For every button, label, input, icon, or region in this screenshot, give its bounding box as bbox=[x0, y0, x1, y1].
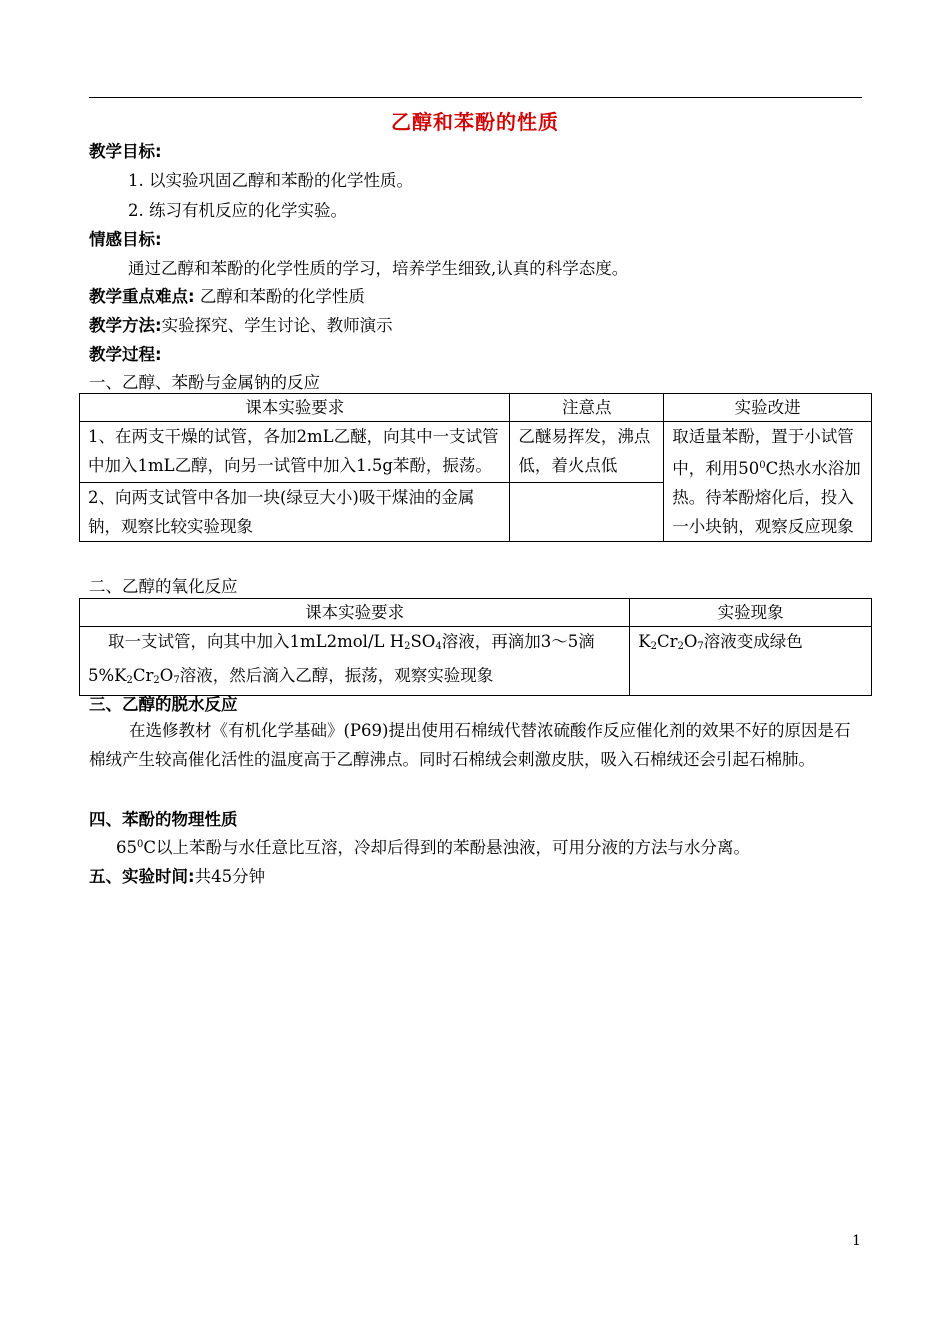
requirement-cell: 取一支试管，向其中加入1mL2mol/L $H_2SO_4$溶液，再滴加3～5滴$5\%K_2Cr_2O_7$溶液，然后滴入乙醇，振荡，观察实验现象 bbox=[80, 627, 630, 696]
phenomenon-cell: $K_2Cr_2O_7$溶液变成绿色 bbox=[630, 627, 872, 696]
key-points-text: 乙醇和苯酚的化学性质 bbox=[194, 287, 365, 306]
section3-paragraph: 在选修教材《有机化学基础》(P69)提出使用石棉绒代替浓硫酸作反应催化剂的效果不好的原因是石棉绒产生较高催化活性的温度高于乙醇沸点。同时石棉绒会刺激皮肤，吸入石棉绒还会引起石棉肺。 bbox=[89, 721, 851, 769]
emotion-text: 通过乙醇和苯酚的化学性质的学习，培养学生细致,认真的科学态度。 bbox=[128, 259, 629, 278]
section2-heading: 二、乙醇的氧化反应 bbox=[89, 577, 238, 596]
page-number: 1 bbox=[852, 1233, 861, 1249]
table-header-row bbox=[80, 394, 872, 422]
requirement-cell: 1、在两支干燥的试管，各加2mL乙醚，向其中一支试管中加入1mL乙醇，向另一试管中加入1.5g苯酚，振荡。 bbox=[80, 422, 510, 483]
requirement-cell: 2、向两支试管中各加一块(绿豆大小)吸干煤油的金属钠，观察比较实验现象 bbox=[80, 483, 510, 542]
section5-label: 五、实验时间: bbox=[89, 867, 195, 886]
key-points-label: 教学重点难点: bbox=[89, 287, 195, 306]
sodium-reaction-table bbox=[79, 393, 872, 542]
method-line bbox=[89, 312, 393, 336]
note-cell bbox=[510, 483, 664, 542]
goal-item-1: 1. 以实验巩固乙醇和苯酚的化学性质。 bbox=[128, 171, 413, 190]
table-header-row bbox=[80, 599, 872, 627]
page-title: 乙醇和苯酚的性质 bbox=[391, 110, 559, 134]
method-text: 实验探究、学生讨论、教师演示 bbox=[161, 316, 393, 335]
section3-heading: 三、乙醇的脱水反应 bbox=[89, 695, 238, 714]
method-label: 教学方法: bbox=[89, 316, 162, 335]
improvement-cell: 取适量苯酚，置于小试管中，利用$50^0C$热水水浴加热。待苯酚熔化后，投入一小块钠，观察反应现象 bbox=[664, 422, 872, 542]
section1-heading: 一、乙醇、苯酚与金属钠的反应 bbox=[89, 373, 320, 392]
key-points-line bbox=[89, 283, 365, 307]
note-cell: 乙醚易挥发，沸点低，着火点低 bbox=[510, 422, 664, 483]
goal-item-2: 2. 练习有机反应的化学实验。 bbox=[128, 201, 347, 220]
table-header-cell: 课本实验要求 bbox=[80, 599, 630, 627]
section5-line bbox=[89, 863, 265, 887]
table-header-cell: 实验改进 bbox=[664, 394, 872, 422]
oxidation-table bbox=[79, 598, 872, 696]
table-header-cell: 注意点 bbox=[510, 394, 664, 422]
goals-heading: 教学目标: bbox=[89, 142, 162, 161]
table-header-cell: 实验现象 bbox=[630, 599, 872, 627]
table-row bbox=[80, 422, 872, 483]
table-row bbox=[80, 627, 872, 696]
section4-text: $65^0C$以上苯酚与水任意比互溶，冷却后得到的苯酚悬浊液，可用分液的方法与水分离。 bbox=[116, 838, 750, 857]
section4-heading: 四、苯酚的物理性质 bbox=[89, 810, 238, 829]
section5-text: 共45分钟 bbox=[194, 867, 266, 886]
table-header-cell: 课本实验要求 bbox=[80, 394, 510, 422]
emotion-heading: 情感目标: bbox=[89, 230, 162, 249]
process-heading: 教学过程: bbox=[89, 345, 162, 364]
header-rule bbox=[89, 97, 862, 98]
